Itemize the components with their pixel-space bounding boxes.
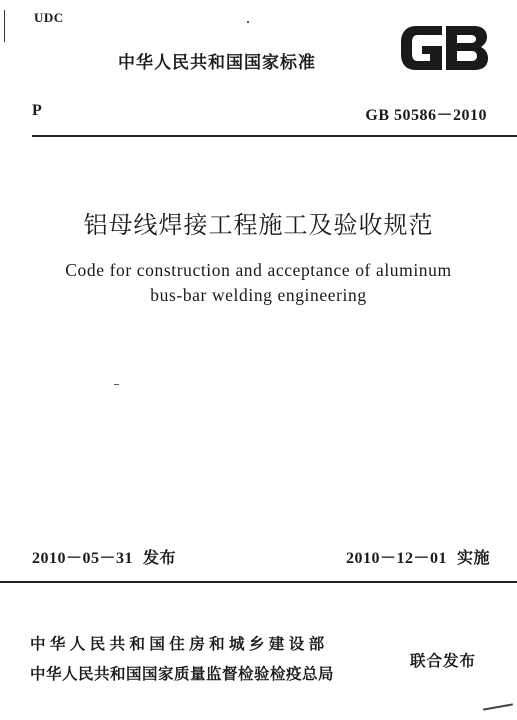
top-divider (32, 135, 517, 137)
standard-type-title: 中华人民共和国国家标准 (118, 53, 316, 73)
udc-label: UDC (34, 10, 64, 25)
title-chinese: 铝母线焊接工程施工及验收规范 (83, 211, 434, 239)
bottom-divider (0, 581, 517, 583)
issue-label: 发布 (143, 548, 177, 567)
standard-number: GB 50586－2010 (365, 107, 487, 124)
issue-date-block (32, 545, 176, 568)
scan-speck (247, 21, 249, 23)
gb-logo-icon (398, 22, 490, 74)
title-english-line2: bus-bar welding engineering (150, 285, 367, 305)
gb-logo-text: GB (398, 22, 400, 23)
gb-logo-g-shape (401, 26, 442, 70)
joint-issue-label: 联合发布 (410, 652, 477, 670)
issuer-aqsiq: 中华人民共和国国家质量监督检验检疫总局 (30, 665, 335, 683)
title-english (0, 258, 517, 308)
category-letter: P (32, 102, 42, 119)
title-english-line1: Code for construction and acceptance of aluminum (65, 260, 452, 280)
implement-label: 实施 (456, 548, 490, 567)
corner-scan-mark (483, 703, 513, 710)
implement-date: 2010－12－01 (345, 550, 447, 567)
margin-tick (4, 10, 5, 42)
issuer-ministry-housing: 中华人民共和国住房和城乡建设部 (30, 635, 329, 653)
scan-speck-2 (114, 384, 119, 385)
implement-date-block (346, 545, 490, 568)
dates-row (32, 545, 502, 569)
issue-date: 2010－05－31 (32, 550, 134, 567)
gb-logo-b-shape (446, 26, 488, 70)
